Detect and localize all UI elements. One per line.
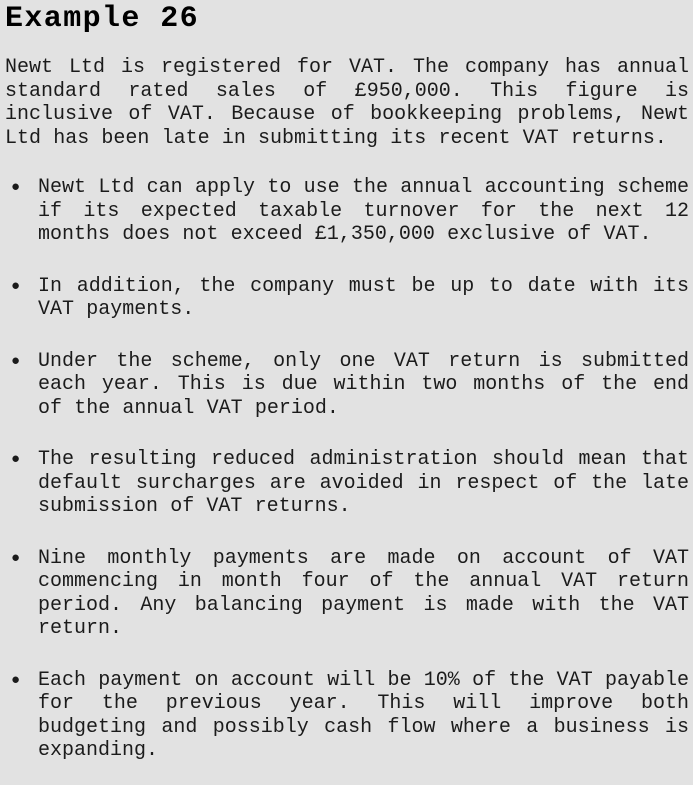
- text-line: commencing in month four of the annual VAT return: [38, 570, 689, 593]
- bullet-icon: ●: [11, 179, 21, 196]
- bullet-item: [5, 448, 689, 519]
- bullet-icon: ●: [11, 671, 21, 689]
- text-line: for the previous year. This will improve both: [38, 692, 689, 715]
- bullet-text: [38, 275, 689, 322]
- bullet-text: [38, 669, 689, 763]
- text-line: submission of VAT returns.: [38, 495, 351, 518]
- bullet-item: [5, 350, 689, 421]
- text-line: budgeting and possibly cash flow where a business is: [38, 715, 689, 739]
- text-line: months does not exceed £1,350,000 exclusive of VAT.: [38, 223, 652, 246]
- text-line: Ltd has been late in submitting its recent VAT returns.: [5, 126, 667, 150]
- text-line: default surcharges are avoided in respect of the late: [38, 471, 689, 495]
- text-line: inclusive of VAT. Because of bookkeeping problems, Newt: [5, 103, 689, 126]
- bullet-text: [38, 448, 689, 519]
- intro-paragraph: [5, 56, 689, 150]
- text-line: VAT payments.: [38, 298, 195, 321]
- bullet-text: [38, 547, 689, 641]
- bullet-item: [5, 275, 689, 322]
- bullet-text: [38, 176, 689, 247]
- bullet-item: [5, 669, 689, 763]
- text-line: expanding.: [38, 739, 159, 762]
- text-line: return.: [38, 617, 123, 640]
- example-heading: Example 26: [5, 2, 200, 36]
- text-line: In addition, the company must be up to date with its: [38, 274, 689, 298]
- text-line: period. Any balancing payment is made with the VAT: [38, 593, 689, 617]
- text-line: Under the scheme, only one VAT return is submitted: [38, 349, 689, 373]
- text-line: Nine monthly payments are made on account of VAT: [38, 546, 689, 570]
- text-line: each year. This is due within two months of the end: [38, 373, 689, 396]
- text-line: of the annual VAT period.: [38, 396, 339, 420]
- text-line: if its expected taxable turnover for the next 12: [38, 199, 689, 223]
- text-line: Newt Ltd is registered for VAT. The company has annual: [5, 56, 689, 79]
- bullet-icon: ●: [11, 277, 21, 295]
- text-line: standard rated sales of £950,000. This figure is: [5, 79, 689, 103]
- bullet-icon: ●: [11, 352, 21, 370]
- text-line: Each payment on account will be 10% of the VAT payable: [38, 668, 689, 692]
- bullet-item: [5, 547, 689, 641]
- text-line: The resulting reduced administration should mean that: [38, 448, 689, 471]
- bullet-icon: ●: [11, 549, 21, 567]
- bullet-list: [5, 176, 689, 763]
- bullet-icon: ●: [11, 451, 21, 468]
- bullet-item: [5, 176, 689, 247]
- bullet-text: [38, 350, 689, 421]
- text-line: Newt Ltd can apply to use the annual accounting scheme: [38, 176, 689, 199]
